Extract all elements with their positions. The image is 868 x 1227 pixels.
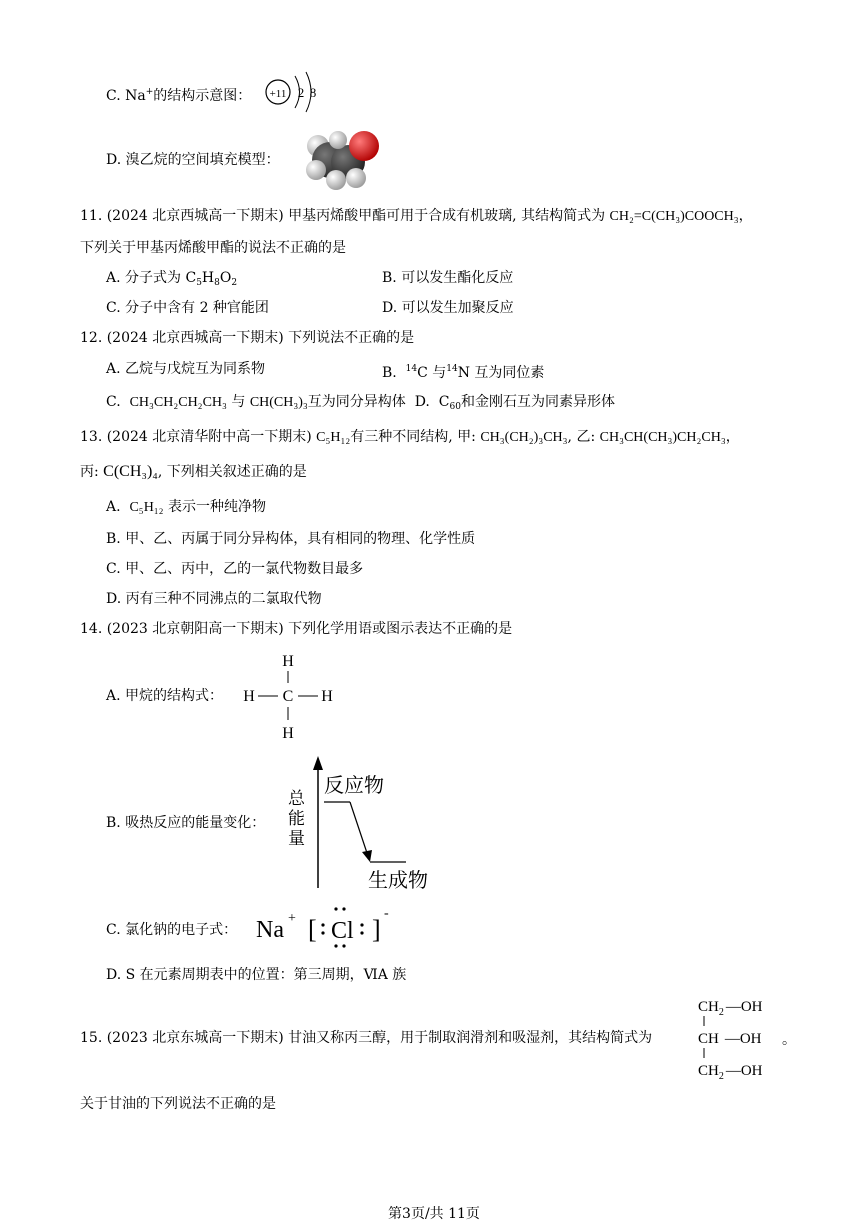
q10-option-d: D. 溴乙烷的空间填充模型： <box>106 152 280 168</box>
energy-diagram <box>280 752 460 894</box>
energy-axis-label: 总能量 <box>288 789 305 849</box>
reaction-arrow <box>350 802 368 856</box>
methane-h-right: H <box>321 688 333 705</box>
q12-option-c: C. CH₃CH₂CH₂CH₃ 与 CH(CH₃)₃互为同分异构体 D. $C_{60}$和金刚石互为同素异形体 <box>106 394 615 412</box>
methane-structural-formula <box>238 650 338 744</box>
q12-stem: 12. (2024 北京西城高一下期末) 下列说法不正确的是 <box>80 330 415 346</box>
q13-option-a: A. C₅H₁₂ 表示一种纯净物 <box>106 499 267 515</box>
nacl-electron-formula <box>252 902 402 952</box>
hydrogen-atom <box>346 168 366 188</box>
hydrogen-atom <box>329 131 347 149</box>
hydrogen-atom <box>326 170 346 190</box>
page-footer: 第3页/共 11页 <box>388 1206 480 1222</box>
na-symbol: Na <box>256 917 284 943</box>
q15-stem: 15. (2023 北京东城高一下期末) 甘油又称丙三醇，用于制取润滑剂和吸湿剂，其结构简式为 <box>80 1030 653 1046</box>
hydrogen-atom <box>306 160 326 180</box>
q13-stem-line1: 13. (2024 北京清华附中高一下期末) C₅H₁₂有三种不同结构, 甲: CH₃(CH₂)₃CH₃, 乙: CH₃CH(CH₃)CH₂CH₃， <box>80 429 740 445</box>
glycerol-structure <box>690 992 800 1084</box>
q13-option-d: D. 丙有三种不同沸点的二氯取代物 <box>106 591 322 607</box>
q11-option-b: B. 可以发生酯化反应 <box>382 270 514 286</box>
q13-stem-line2: 丙: C(CH₃)₄, 下列相关叙述正确的是 <box>80 463 307 480</box>
reaction-arrowhead <box>362 850 372 862</box>
nucleus-label: +11 <box>269 88 287 100</box>
cl-symbol: Cl <box>331 918 354 944</box>
bromine-atom <box>349 131 379 161</box>
q13-option-b: B. 甲、乙、丙属于同分异构体，具有相同的物理、化学性质 <box>106 531 476 547</box>
cl-charge: - <box>384 906 389 921</box>
q14-option-a: A. 甲烷的结构式： <box>106 688 224 704</box>
reactant-label: 反应物 <box>324 773 384 797</box>
q14-option-b: B. 吸热反应的能量变化： <box>106 815 266 831</box>
na-ion-structure-diagram <box>262 70 332 114</box>
q12-option-b: B. $^{14}$C 与$^{14}$N 互为同位素 <box>382 364 545 381</box>
glycerol-row3: $CH_2$ —OH <box>698 1063 763 1082</box>
methane-h-left: H <box>243 688 255 705</box>
q11-option-a: A. 分子式为 $C_5H_8O_2$ <box>106 270 238 288</box>
q11-option-d: D. 可以发生加聚反应 <box>382 300 514 316</box>
methane-c: C <box>282 688 294 705</box>
q10-option-c: C. Na+的结构示意图： <box>106 87 252 104</box>
q15-stem-line2: 关于甘油的下列说法不正确的是 <box>80 1096 276 1112</box>
shell1-electrons: 2 <box>297 85 305 100</box>
q13-option-c: C. 甲、乙、丙中，乙的一氯代物数目最多 <box>106 561 364 577</box>
q11-stem-line1: 11. (2024 北京西城高一下期末) 甲基丙烯酸甲酯可用于合成有机玻璃, 其结构简式为 CH₂=C(CH₃)COOCH₃， <box>80 208 753 224</box>
q14-option-d: D. S 在元素周期表中的位置：第三周期，ⅥA 族 <box>106 967 407 983</box>
glycerol-row1: $CH_2$ —OH <box>698 999 763 1018</box>
energy-axis-arrowhead <box>313 756 323 770</box>
q14-stem: 14. (2023 北京朝阳高一下期末) 下列化学用语或图示表达不正确的是 <box>80 621 513 637</box>
q14-option-c: C. 氯化钠的电子式： <box>106 922 238 938</box>
q11-option-c: C. 分子中含有 2 种官能团 <box>106 300 269 316</box>
methane-h-bottom: H <box>282 725 294 742</box>
glycerol-period: 。 <box>782 1033 796 1048</box>
q12-option-a: A. 乙烷与戊烷互为同系物 <box>106 361 266 377</box>
bracket-right: ] <box>372 915 381 944</box>
bracket-left: [ <box>308 915 317 944</box>
glycerol-row2: CH —OH <box>698 1031 762 1047</box>
product-label: 生成物 <box>368 868 428 892</box>
q11-formula: CH₂=C(CH₃)COOCH₃ <box>609 209 739 224</box>
methane-h-top: H <box>282 653 294 670</box>
q11-stem-line2: 下列关于甲基丙烯酸甲酯的说法不正确的是 <box>80 240 346 256</box>
na-charge: + <box>288 911 296 926</box>
bromoethane-space-filling-model <box>298 126 384 192</box>
shell2-electrons: 8 <box>309 85 317 100</box>
